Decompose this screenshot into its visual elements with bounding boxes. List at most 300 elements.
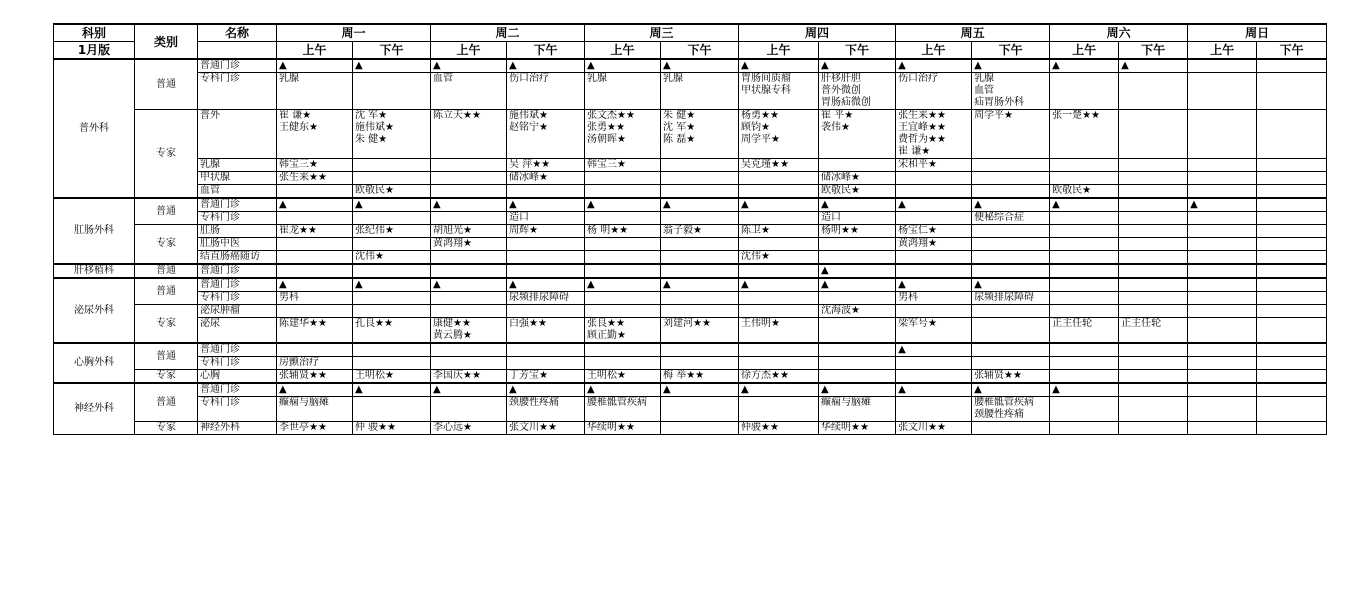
pm-header: 下午 <box>1119 42 1188 60</box>
clinic-name: 血管 <box>198 185 277 199</box>
schedule-cell: 杨明★★ <box>819 225 896 238</box>
schedule-cell: 华续明★★ <box>819 422 896 435</box>
schedule-cell: 朱 健★ 沈 军★ 陈 磊★ <box>661 110 739 159</box>
schedule-cell <box>972 159 1050 172</box>
open-clinic-marker: ▲ <box>819 264 896 278</box>
schedule-cell <box>1188 422 1257 435</box>
schedule-cell <box>739 264 819 278</box>
schedule-cell <box>819 357 896 370</box>
schedule-cell: 男科 <box>277 292 353 305</box>
open-clinic-marker: ▲ <box>661 59 739 73</box>
schedule-cell: 徐方杰★★ <box>739 370 819 384</box>
schedule-cell: 李心远★ <box>431 422 507 435</box>
schedule-row <box>54 422 1327 435</box>
schedule-row <box>54 172 1327 185</box>
clinic-name: 专科门诊 <box>198 212 277 225</box>
schedule-cell <box>972 422 1050 435</box>
schedule-cell <box>1119 343 1188 357</box>
schedule-cell: 张生来★★ <box>277 172 353 185</box>
open-clinic-marker: ▲ <box>277 59 353 73</box>
schedule-cell <box>972 305 1050 318</box>
schedule-cell: 癫痫与脑瘫 <box>819 397 896 422</box>
open-clinic-marker: ▲ <box>507 59 585 73</box>
schedule-cell <box>1257 264 1327 278</box>
schedule-cell <box>1188 397 1257 422</box>
schedule-cell: 沈 军★ 施伟斌★ 朱 健★ <box>353 110 431 159</box>
schedule-cell: 吴 萍★★ <box>507 159 585 172</box>
schedule-cell: 孔良★★ <box>353 318 431 344</box>
schedule-cell <box>739 292 819 305</box>
schedule-cell <box>353 357 431 370</box>
clinic-category: 专家 <box>135 225 198 265</box>
schedule-cell <box>1119 159 1188 172</box>
schedule-cell <box>972 225 1050 238</box>
schedule-cell <box>739 343 819 357</box>
schedule-cell <box>585 212 661 225</box>
schedule-cell <box>1257 370 1327 384</box>
schedule-cell <box>585 343 661 357</box>
schedule-cell <box>972 343 1050 357</box>
schedule-cell: 周辉★ <box>507 225 585 238</box>
schedule-cell: 王伟明★ <box>739 318 819 344</box>
schedule-cell: 癫痫与脑瘫 <box>277 397 353 422</box>
schedule-cell <box>507 357 585 370</box>
schedule-cell: 沈海波★ <box>819 305 896 318</box>
clinic-name: 专科门诊 <box>198 292 277 305</box>
schedule-cell: 梁军号★ <box>896 318 972 344</box>
schedule-cell: 宋和平★ <box>896 159 972 172</box>
schedule-cell <box>1119 383 1188 397</box>
schedule-cell: 沈伟★ <box>739 251 819 265</box>
schedule-cell: 白强★★ <box>507 318 585 344</box>
clinic-category: 普通 <box>135 278 198 305</box>
schedule-cell: 韩宝三★ <box>585 159 661 172</box>
schedule-cell: 张文川★★ <box>507 422 585 435</box>
clinic-name: 普通门诊 <box>198 383 277 397</box>
schedule-cell: 刘建河★★ <box>661 318 739 344</box>
schedule-cell <box>896 185 972 199</box>
name-header: 名称 <box>198 24 277 42</box>
clinic-name: 肛肠中医 <box>198 238 277 251</box>
schedule-cell <box>1188 212 1257 225</box>
schedule-cell <box>1119 292 1188 305</box>
schedule-cell <box>1050 278 1119 292</box>
schedule-cell <box>819 159 896 172</box>
schedule-cell <box>896 172 972 185</box>
clinic-category: 专家 <box>135 305 198 344</box>
schedule-cell <box>353 264 431 278</box>
schedule-cell <box>1119 172 1188 185</box>
schedule-row <box>54 397 1327 422</box>
schedule-cell <box>1050 343 1119 357</box>
schedule-cell: 张文川★★ <box>896 422 972 435</box>
schedule-cell <box>1119 357 1188 370</box>
schedule-cell <box>507 264 585 278</box>
schedule-cell <box>661 159 739 172</box>
schedule-cell: 张辅贤★★ <box>277 370 353 384</box>
schedule-cell <box>1188 318 1257 344</box>
schedule-row <box>54 212 1327 225</box>
schedule-cell: 黄鸿翔★ <box>431 238 507 251</box>
schedule-cell: 仲骏★★ <box>739 422 819 435</box>
schedule-cell: 便秘综合症 <box>972 212 1050 225</box>
clinic-category: 普通 <box>135 343 198 370</box>
schedule-cell <box>896 370 972 384</box>
open-clinic-marker: ▲ <box>661 383 739 397</box>
schedule-cell <box>1257 251 1327 265</box>
day-header-sat: 周六 <box>1050 24 1188 42</box>
open-clinic-marker: ▲ <box>896 198 972 212</box>
schedule-cell <box>585 172 661 185</box>
schedule-cell: 杨宝仁★ <box>896 225 972 238</box>
schedule-cell <box>1188 343 1257 357</box>
schedule-cell <box>661 264 739 278</box>
schedule-cell: 丁芳宝★ <box>507 370 585 384</box>
schedule-cell <box>739 212 819 225</box>
department-name: 普外科 <box>54 59 135 198</box>
schedule-cell <box>431 397 507 422</box>
day-header-sun: 周日 <box>1188 24 1327 42</box>
schedule-cell <box>507 343 585 357</box>
schedule-cell: 梅 举★★ <box>661 370 739 384</box>
schedule-cell <box>277 212 353 225</box>
schedule-row <box>54 198 1327 212</box>
schedule-cell <box>661 185 739 199</box>
day-header-mon: 周一 <box>277 24 431 42</box>
schedule-cell <box>1257 305 1327 318</box>
clinic-category: 专家 <box>135 422 198 435</box>
schedule-cell <box>431 172 507 185</box>
clinic-name: 甲状腺 <box>198 172 277 185</box>
open-clinic-marker: ▲ <box>1188 198 1257 212</box>
schedule-cell: 正主任轮 <box>1050 318 1119 344</box>
open-clinic-marker: ▲ <box>1119 59 1188 73</box>
schedule-row <box>54 305 1327 318</box>
clinic-name: 心胸 <box>198 370 277 384</box>
pm-header: 下午 <box>819 42 896 60</box>
schedule-cell: 房颤治疗 <box>277 357 353 370</box>
clinic-category: 普通 <box>135 198 198 225</box>
schedule-cell <box>972 264 1050 278</box>
schedule-cell <box>1119 422 1188 435</box>
pm-header: 下午 <box>972 42 1050 60</box>
open-clinic-marker: ▲ <box>661 198 739 212</box>
schedule-cell <box>1188 370 1257 384</box>
schedule-cell <box>507 251 585 265</box>
schedule-cell <box>507 305 585 318</box>
schedule-cell: 王明松★ <box>585 370 661 384</box>
schedule-cell <box>431 292 507 305</box>
schedule-cell: 欧敬民★ <box>819 185 896 199</box>
schedule-cell <box>1119 110 1188 159</box>
schedule-row <box>54 238 1327 251</box>
open-clinic-marker: ▲ <box>896 343 972 357</box>
schedule-cell: 欧敬民★ <box>1050 185 1119 199</box>
schedule-cell: 颈腰性疼痛 <box>507 397 585 422</box>
open-clinic-marker: ▲ <box>277 383 353 397</box>
schedule-cell: 华续明★★ <box>585 422 661 435</box>
schedule-cell: 腰椎骶管疾病 <box>585 397 661 422</box>
am-header: 上午 <box>585 42 661 60</box>
clinic-name: 专科门诊 <box>198 73 277 110</box>
schedule-cell <box>972 251 1050 265</box>
schedule-row <box>54 59 1327 73</box>
schedule-cell: 造口 <box>819 212 896 225</box>
schedule-cell <box>1188 110 1257 159</box>
schedule-cell: 陈卫★ <box>739 225 819 238</box>
schedule-cell: 张文杰★★ 张勇★★ 汤朝晖★ <box>585 110 661 159</box>
schedule-cell <box>1050 225 1119 238</box>
department-name: 泌尿外科 <box>54 278 135 343</box>
schedule-cell <box>739 397 819 422</box>
schedule-row <box>54 370 1327 384</box>
clinic-name: 结直肠癌随访 <box>198 251 277 265</box>
open-clinic-marker: ▲ <box>277 278 353 292</box>
schedule-cell <box>277 251 353 265</box>
open-clinic-marker: ▲ <box>507 278 585 292</box>
clinic-category: 普通 <box>135 264 198 278</box>
open-clinic-marker: ▲ <box>739 198 819 212</box>
schedule-cell <box>1257 238 1327 251</box>
schedule-cell <box>661 343 739 357</box>
schedule-cell <box>819 238 896 251</box>
schedule-cell <box>431 343 507 357</box>
open-clinic-marker: ▲ <box>353 198 431 212</box>
schedule-cell <box>353 238 431 251</box>
clinic-name: 乳腺 <box>198 159 277 172</box>
schedule-cell: 伤口治疗 <box>507 73 585 110</box>
schedule-cell <box>1119 212 1188 225</box>
schedule-cell <box>431 212 507 225</box>
schedule-cell <box>661 357 739 370</box>
clinic-name: 普外 <box>198 110 277 159</box>
department-name: 肝移植科 <box>54 264 135 278</box>
schedule-cell <box>277 264 353 278</box>
am-header: 上午 <box>1050 42 1119 60</box>
clinic-name: 专科门诊 <box>198 357 277 370</box>
schedule-cell: 乳腺 <box>661 73 739 110</box>
open-clinic-marker: ▲ <box>431 59 507 73</box>
clinic-name: 泌尿 <box>198 318 277 344</box>
day-header-fri: 周五 <box>896 24 1050 42</box>
schedule-cell <box>972 238 1050 251</box>
schedule-cell <box>353 212 431 225</box>
clinic-name: 神经外科 <box>198 422 277 435</box>
schedule-cell <box>1050 292 1119 305</box>
schedule-cell: 欧敬民★ <box>353 185 431 199</box>
schedule-cell <box>1188 59 1257 73</box>
schedule-cell: 杨勇★★ 顾钧★ 周学平★ <box>739 110 819 159</box>
schedule-cell: 黄鸿翔★ <box>896 238 972 251</box>
schedule-cell: 施伟斌★ 赵铭宁★ <box>507 110 585 159</box>
schedule-cell <box>819 318 896 344</box>
schedule-row <box>54 292 1327 305</box>
clinic-name: 专科门诊 <box>198 397 277 422</box>
schedule-cell <box>353 292 431 305</box>
open-clinic-marker: ▲ <box>585 59 661 73</box>
schedule-cell <box>1257 318 1327 344</box>
schedule-cell <box>353 73 431 110</box>
header-row-days <box>54 24 1327 42</box>
clinic-category: 专家 <box>135 370 198 384</box>
schedule-cell <box>431 357 507 370</box>
open-clinic-marker: ▲ <box>739 383 819 397</box>
schedule-cell <box>585 264 661 278</box>
schedule-row <box>54 251 1327 265</box>
schedule-cell <box>661 422 739 435</box>
schedule-cell <box>1119 185 1188 199</box>
schedule-row <box>54 343 1327 357</box>
clinic-name: 普通门诊 <box>198 343 277 357</box>
schedule-cell: 血管 <box>431 73 507 110</box>
schedule-cell <box>819 251 896 265</box>
open-clinic-marker: ▲ <box>507 198 585 212</box>
department-name: 神经外科 <box>54 383 135 435</box>
schedule-cell: 腰椎骶管疾病 颈腰性疼痛 <box>972 397 1050 422</box>
open-clinic-marker: ▲ <box>972 278 1050 292</box>
schedule-cell: 胡旭光★ <box>431 225 507 238</box>
schedule-cell <box>1119 73 1188 110</box>
schedule-cell <box>1188 357 1257 370</box>
schedule-row <box>54 73 1327 110</box>
day-header-wed: 周三 <box>585 24 739 42</box>
schedule-cell <box>1050 212 1119 225</box>
schedule-cell <box>1119 238 1188 251</box>
schedule-cell <box>431 251 507 265</box>
schedule-row <box>54 185 1327 199</box>
schedule-cell <box>1188 305 1257 318</box>
schedule-cell <box>819 343 896 357</box>
schedule-cell <box>585 251 661 265</box>
schedule-cell <box>1050 73 1119 110</box>
schedule-cell <box>585 185 661 199</box>
schedule-cell: 王明松★ <box>353 370 431 384</box>
clinic-schedule-table <box>53 23 1327 435</box>
open-clinic-marker: ▲ <box>353 59 431 73</box>
schedule-cell <box>896 305 972 318</box>
schedule-cell: 造口 <box>507 212 585 225</box>
open-clinic-marker: ▲ <box>1050 59 1119 73</box>
schedule-cell: 张生来★★ 王宜峰★★ 费哲为★★ 崔 谦★ <box>896 110 972 159</box>
schedule-cell <box>507 238 585 251</box>
schedule-cell: 仲 骏★★ <box>353 422 431 435</box>
schedule-cell <box>1188 292 1257 305</box>
schedule-cell <box>896 251 972 265</box>
schedule-cell: 李世亭★★ <box>277 422 353 435</box>
schedule-cell <box>1257 185 1327 199</box>
version-label: 1月版 <box>54 42 135 60</box>
schedule-row <box>54 264 1327 278</box>
dept-header: 科别 <box>54 24 135 42</box>
schedule-cell <box>739 238 819 251</box>
schedule-cell <box>661 172 739 185</box>
open-clinic-marker: ▲ <box>507 383 585 397</box>
schedule-cell <box>1257 198 1327 212</box>
schedule-cell <box>277 343 353 357</box>
schedule-cell <box>661 251 739 265</box>
schedule-cell: 崔 平★ 袭伟★ <box>819 110 896 159</box>
schedule-cell: 尿频排尿障碍 <box>972 292 1050 305</box>
schedule-cell: 崔 谦★ 王健东★ <box>277 110 353 159</box>
schedule-cell <box>431 185 507 199</box>
schedule-cell <box>353 397 431 422</box>
schedule-cell <box>739 357 819 370</box>
schedule-cell <box>1188 159 1257 172</box>
open-clinic-marker: ▲ <box>739 278 819 292</box>
schedule-cell <box>972 318 1050 344</box>
schedule-cell <box>1188 264 1257 278</box>
open-clinic-marker: ▲ <box>896 278 972 292</box>
schedule-cell: 翁子毅★ <box>661 225 739 238</box>
schedule-cell <box>1188 238 1257 251</box>
schedule-cell <box>1188 251 1257 265</box>
am-header: 上午 <box>277 42 353 60</box>
schedule-cell <box>1119 278 1188 292</box>
schedule-cell <box>661 397 739 422</box>
schedule-cell <box>1050 357 1119 370</box>
clinic-name: 普通门诊 <box>198 198 277 212</box>
clinic-category: 普通 <box>135 59 198 110</box>
schedule-cell <box>661 305 739 318</box>
open-clinic-marker: ▲ <box>972 383 1050 397</box>
clinic-category: 普通 <box>135 383 198 422</box>
schedule-cell <box>896 397 972 422</box>
schedule-cell: 正主任轮 <box>1119 318 1188 344</box>
schedule-cell <box>585 305 661 318</box>
schedule-cell <box>1050 264 1119 278</box>
schedule-cell: 陈立天★★ <box>431 110 507 159</box>
schedule-cell <box>661 212 739 225</box>
schedule-cell <box>585 238 661 251</box>
schedule-cell <box>1257 278 1327 292</box>
am-header: 上午 <box>431 42 507 60</box>
open-clinic-marker: ▲ <box>585 278 661 292</box>
schedule-cell <box>896 357 972 370</box>
open-clinic-marker: ▲ <box>739 59 819 73</box>
open-clinic-marker: ▲ <box>277 198 353 212</box>
open-clinic-marker: ▲ <box>353 383 431 397</box>
schedule-cell <box>277 238 353 251</box>
am-header: 上午 <box>739 42 819 60</box>
schedule-cell <box>1050 397 1119 422</box>
schedule-cell <box>431 305 507 318</box>
schedule-cell: 康健★★ 黄云腾★ <box>431 318 507 344</box>
schedule-cell <box>739 185 819 199</box>
schedule-cell <box>1257 343 1327 357</box>
schedule-row <box>54 318 1327 344</box>
category-header: 类别 <box>135 24 198 59</box>
schedule-cell: 伤口治疗 <box>896 73 972 110</box>
open-clinic-marker: ▲ <box>972 198 1050 212</box>
schedule-cell <box>585 357 661 370</box>
schedule-cell <box>1257 110 1327 159</box>
schedule-cell <box>1119 251 1188 265</box>
pm-header: 下午 <box>1257 42 1327 60</box>
schedule-cell: 张纪伟★ <box>353 225 431 238</box>
schedule-cell <box>1188 225 1257 238</box>
schedule-cell <box>277 185 353 199</box>
department-name: 肛肠外科 <box>54 198 135 264</box>
open-clinic-marker: ▲ <box>896 383 972 397</box>
open-clinic-marker: ▲ <box>585 383 661 397</box>
header-row-halfdays <box>54 42 1327 60</box>
schedule-cell <box>585 292 661 305</box>
schedule-cell <box>353 343 431 357</box>
open-clinic-marker: ▲ <box>431 383 507 397</box>
schedule-cell <box>431 264 507 278</box>
schedule-cell <box>1050 422 1119 435</box>
schedule-cell <box>1188 185 1257 199</box>
